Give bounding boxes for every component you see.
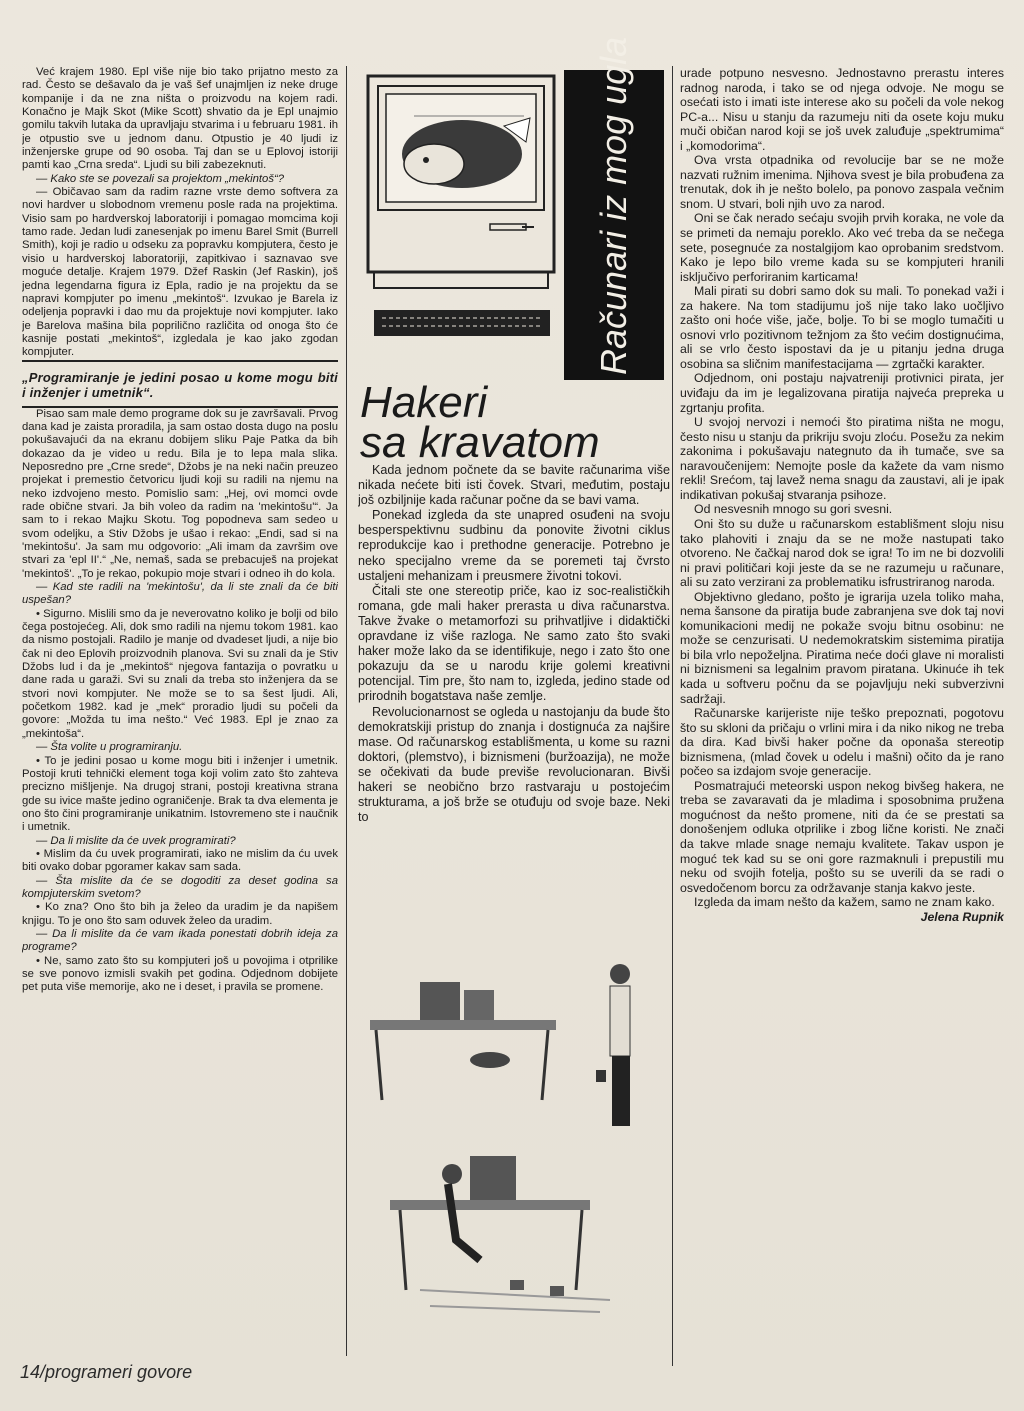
column-intro bbox=[358, 463, 670, 953]
article-paragraph: Oni što su duže u računarskom establišment sloju nisu tako plahoviti i znaju da se ne može nastupati tako otvoreno. Ne čačkaj narod dok se igra! To im ne bi dozvolili ni pravi političari koji jeste da se ne razumeju u računare, ali su zato verzirani za problematiku isfrustriranog naroda. bbox=[680, 516, 1004, 590]
interview-question: — Da li mislite da će vam ikada ponestati dobrih ideja za programe? bbox=[22, 927, 338, 954]
interview-paragraph: • Ko zna? Ono što bih ja želeo da uradim je da napišem knjigu. To je ono što sam oduvek želeo da uradim. bbox=[22, 901, 338, 927]
article-paragraph: Mali pirati su dobri samo dok su mali. To ponekad važi i za hakere. Na tom stadijumu još nije tako lako uočljivo zašto oni hoće više, jače, bolje. To bi se moglo tumačiti u osnovi vrlo pozitivnom težnjom za što većim dostignućima, ali se vrlo često ispostavi da je u pitanju jedna druga osobina sa sličnim manifestacijama — zgrtački karakter. bbox=[680, 284, 1004, 371]
article-paragraph: Čitali ste one stereotip priče, kao iz soc-realističkih romana, gde mali haker prerasta u diva računarstva. Takve žvake o metamorfozi su prihvatljive i didaktički opravdane iz više razloga. Ne samo zato što svaki haker može lako da se identifikuje, nego i zato što one pokazuju da se u narodu krije golemi kreativni potencijal. Tim pre, što nam to, izgleda, jedino stade od prirodnih bogatstava naše zemlje. bbox=[358, 583, 670, 704]
hacker-photos bbox=[360, 960, 672, 1320]
column-rule bbox=[672, 66, 673, 1366]
article-paragraph: Kada jednom počnete da se bavite računarima više nikada nećete biti isti čovek. Stvari, međutim, postaju još ozbiljnije kada računar počne da se bavi vama. bbox=[358, 463, 670, 508]
section-title-band bbox=[564, 36, 664, 380]
pull-quote: „Programiranje je jedini posao u kome mogu biti i inženjer i umetnik“. bbox=[22, 360, 338, 408]
article-paragraph: Ponekad izgleda da ste unapred osuđeni na svoju besperspektivnu sudbinu da ponovite životni ciklus reprodukcije kao i prethodne generacije. Potrebno je neko specijalno vreme da se poremeti taj čvrsto ustaljeni mehanizam i preusmere životni tokovi. bbox=[358, 508, 670, 583]
interview-paragraph: Već krajem 1980. Epl više nije bio tako prijatno mesto za rad. Često se dešavalo da je vaš šef unajmljen iz neke druge kompanije i da ne zna ništa o proizvodu na kojem radi. Konačno je Majk Skot (Mike Scott) shvatio da je Epl unajmio gomilu takvih lutaka da upravljaju stvarima i u februaru 1981. ih je otpustio sve u jednom danu. Otpustio je 40 ljudi iz inženjerske grupe od 90 osoba. Taj dan se u Eplovoj istoriji pamti kao „Crna sreda“. Ljudi su bili zabezeknuti. bbox=[22, 66, 338, 172]
article-paragraph: U svojoj nervozi i nemoći što piratima ništa ne mogu, često nisu u stanju da prikriju svoju zloću. Posežu za nekim zakonima i pokušavaju nategnuto da ih tumače, sve sa naravoučenijem: Nemojte posle da kažete da vam nismo rekli! Srećom, taj lavež nema snagu da zaustavi, ali je ipak indikativan pokušaj stvaranja psihoze. bbox=[680, 415, 1004, 502]
article-paragraph: Odjednom, oni postaju najvatreniji protivnici pirata, jer uviđaju da im je legalizovana piratija najveća prepreka u zgrtanju profita. bbox=[680, 371, 1004, 415]
interview-question: — Kako ste se povezali sa projektom „mekintoš“? bbox=[36, 172, 285, 185]
photo-standing-hacker bbox=[370, 964, 630, 1126]
article-paragraph: Posmatrajući meteorski uspon nekog bivšeg hakera, ne treba se zavaravati da je mladima i sposobnima pružena mogućnost da nešto promene, niti da će se prestati sa donošenjem odluka otprilike i zbog lične koristi. Ne znači da takve mlade snage nemaju kvalitete. Takav uspon je moguć tek kad su se oni gore razmaknuli i prepustili mu neku od svojih fotelja, pošto su se uverili da se radi o osvedočenom borcu za održavanje stanja kakvo jeste. bbox=[680, 778, 1004, 895]
interview-question: — Da li mislite da će uvek programirati? bbox=[36, 834, 236, 847]
interview-paragraph: — Običavao sam da radim razne vrste demo softvera za novi hardver u slobodnom vremenu posle rada na projektima. Visio sam po hardverskoj laboratoriji i pomagao momcima koji tamo rade. Jedan ludi zanesenjak po imenu Barel Smit (Burrell Smith), koji je radio u odseku za popravku kompjutera, često je visio u hardverskoj laboratoriji, zapitkivao i saznavao sve moguće detalje. Krajem 1979. Džef Raskin (Jef Raskin), još jedna legendarna figura iz Epla, radio je na projektu da se napravi kompjuter po imenu „mekintoš“. Izvukao je Barela iz odeljenja popravki i dao mu da projektuje novi kompjuter. Iako je Barelova mašina bila poprilično različita od onoga što će kasnije postati „mekintoš“, izgledala je kao jako zgodan kompjuter. bbox=[22, 186, 338, 359]
page-footer: 14/programeri govore bbox=[20, 1362, 193, 1382]
interview-question: — Šta volite u programiranju. bbox=[36, 741, 183, 754]
section-title: Računari iz mog ugla bbox=[593, 36, 634, 375]
article-paragraph: Od nesvesnih mnogo su gori svesni. bbox=[694, 502, 893, 517]
column-commentary bbox=[680, 66, 1004, 1396]
column-rule bbox=[346, 66, 347, 1356]
interview-question: — Kad ste radili na 'mekintošu', da li ste znali da će biti uspešan? bbox=[22, 581, 338, 607]
column-interview bbox=[22, 66, 338, 1358]
article-paragraph: Oni se čak nerado sećaju svojih prvih koraka, ne vole da se primeti da nemaju poreklo. Ako već treba da se nečega sete, posegnuće za nostalgijom kao oprobanim sredstvom. Kako je lepo bilo vreme kada su se kompjuteri hranili isključivo perforiranim karticama! bbox=[680, 211, 1004, 284]
interview-question: — Šta mislite da će se dogoditi za deset godina sa kompjuterskim svetom? bbox=[22, 874, 338, 900]
article-paragraph: Objektivno gledano, pošto je igrarija uzela toliko maha, nema šansone da piratija bude zabranjena sve dok taj novi komunikacioni medij ne pokaže svoju bitnu osobinu: ne može se cenzurisati. U nedemokratskim sistemima piratija bi bila vrlo nepoželjna. Piratima neće doći glave ni moralisti ni biznismeni sa legalnim pravom piratana. Ukinuće ih tek kada u softveru počnu da se pojavljuju neki subverzivni sadržaji. bbox=[680, 589, 1004, 706]
interview-paragraph: • To je jedini posao u kome mogu biti i inženjer i umetnik. Postoji kruti tehnički element toga koji volim zato što zahteva precizno mišljenje. Na drugoj strani, postoji kreativna strana gde su ivice mašte jedino ograničenje. Brak ta dva elementa je ono što čini programiranje unikatnim. Istovremeno ste i naučnik i umetnik. bbox=[22, 754, 338, 834]
photo-sitting-hacker bbox=[390, 1156, 610, 1312]
author-signature: Jelena Rupnik bbox=[920, 909, 1004, 924]
keyboard-icon bbox=[374, 310, 550, 336]
interview-paragraph: • Sigurno. Mislili smo da je neverovatno koliko je bolji od bilo čega postojećeg. Ali, dok smo radili na njemu tokom 1981. kao da nismo postojali. Radilo je manje od dvadeset ljudi, a nije bio čak ni deo Eplovih proizvodnih planova. Svi su znali da je Stiv Džobs lud i da je „mekintoš“ njegova fantazija o povratku u dane rada u garaži. Svi su znali da treba sto inženjera da se stvori novi kompjuter. Ne može se to sa šest ljudi. Ali, početkom 1982. kad je „mek“ proradio ljudi su počeli da govore: „Možda tu ima nešto.“ Već 1983. Epl je znao za „mekintoša“. bbox=[22, 607, 338, 740]
interview-paragraph: • Mislim da ću uvek programirati, iako ne mislim da ću uvek biti ovako dobar pgoramer kakav sam sada. bbox=[22, 847, 338, 874]
article-paragraph: Računarske karijeriste nije teško prepoznati, pogotovu što su skloni da pričaju o vrlini mira i da niko nikog ne treba da dira. Kad bivši haker počne da oponaša stereotip biznismena, (mlad čovek u odelu i mašni) očito da je rano počeo sa izdajom svoje generacije. bbox=[680, 706, 1004, 779]
article-headline: Hakeri sa kravatom bbox=[360, 378, 600, 467]
interview-paragraph: • Ne, samo zato što su kompjuteri još u povojima i otprilike se sve ponovo izmisli svakih pet godina. Odjednom dobijete pet puta više memorije, ako ne i deset, i pravila se promene. bbox=[22, 954, 338, 994]
article-paragraph: Ova vrsta otpadnika od revolucije bar se ne može nazvati ružnim imenima. Njihova svest je bila probuđena za trenutak, dok ih je nešto bolelo, pa ponovo zaspala večnim snom. U stvari, boli njih uvo za narod. bbox=[680, 153, 1004, 211]
article-paragraph: Revolucionarnost se ogleda u nastojanju da bude što demokratskiji pristup do znanja i dostignuća za najšire mase. Od računarskog establišmenta, u kome su razni doktori, (plemstvo), i biznismeni (buržoazija), ne može se očekivati da bude previše revolucionaran. Bivši hakeri se neobično brzo rastvaraju u postojećim strukturama, a još brže se otuđuju od svoje baze. Neki to bbox=[358, 704, 670, 825]
article-paragraph: urade potpuno nesvesno. Jednostavno prerastu interes radnog naroda, i tako se od njega odvoje. Ne mogu se osećati isto i imati iste interese ako su počeli da vole nekog PC-a... Nisu u stanju da razumeju niti da osete koju muku muči običan narod koji se još uvek zaluđuje „spektrumima“ i „komodorima“. bbox=[680, 66, 1004, 153]
article-paragraph: Izgleda da imam nešto da kažem, samo ne znam kako. bbox=[694, 895, 995, 910]
interview-paragraph: Pisao sam male demo programe dok su je završavali. Prvog dana kad je zaista proradila, ja sam ostao dosta dugo na poslu pokušavajući da na ekranu dobijem sliku Paje Patka da bih dokazao da je video u redu. Bila je to lepa mala slika. Neposredno pre „Crne srede“, Džobs je na neki način preuzeo projekat i premestio četvoricu ljudi koji su radili na njemu na neko izdvojeno mesto. Pomislio sam: „Hej, ovi momci ovde rade obične stvari. Ja bih voleo da radim na 'mekintošu'“. Ja sam to i rekao Majku Skotu. Tog popodneva sam sedeo u svom odeljku, a Stiv Džobs je ušao i rekao: „Endi, sad si na 'mekintošu'. Ja sam mu odgovorio: „Ali imam da završim ove stvari za 'epl II'.“ „Ne, nemaš, sada se prebacuješ na projekat 'mekintoš'. „To je rekao, pokupio moje stvari i odneo ih do kola. bbox=[22, 407, 338, 580]
